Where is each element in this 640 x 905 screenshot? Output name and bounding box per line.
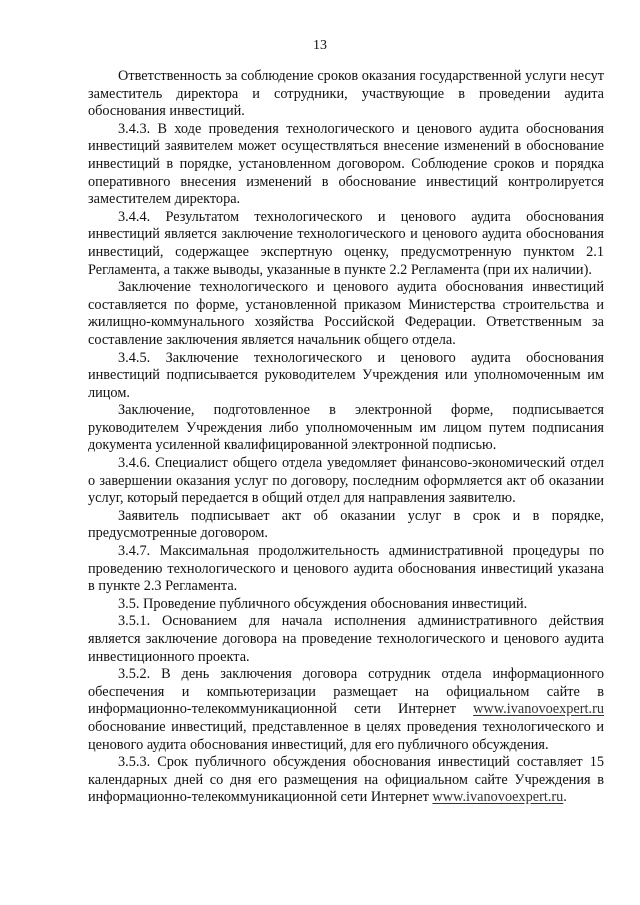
- document-body: [88, 68, 604, 807]
- website-link[interactable]: www.ivanovoexpert.ru: [473, 701, 604, 718]
- paragraph-3-4-3: 3.4.3. В ходе проведения технологического и ценового аудита обоснования инвестиций заявителем может осуществляться внесение изменений в обоснование инвестиций в порядке, установленном договором. Соблюдение сроков и порядка оперативного внесения изменений в обоснование инвестиций контролируется заместителем директора.: [88, 120, 604, 208]
- website-link[interactable]: www.ivanovoexpert.ru: [432, 789, 564, 806]
- paragraph-applicant-signs: Заявитель подписывает акт об оказании услуг в срок и в порядке, предусмотренные договором.: [88, 507, 604, 542]
- paragraph-3-5-2-text-before: 3.5.2. В день заключения договора сотрудник отдела информационного обеспечения и компьютеризации размещает на официальном сайте в информационно-телекоммуникационной сети Интернет: [88, 666, 604, 718]
- paragraph-3-4-4: 3.4.4. Результатом технологического и ценового аудита обоснования инвестиций является заключение технологического и ценового аудита обоснования инвестиций, содержащее экспертную оценку, предусмотренную пунктом 2.1 Регламента, а также выводы, указанные в пункте 2.2 Регламента (при их наличии).: [88, 208, 604, 278]
- paragraph-electronic-conclusion: Заключение, подготовленное в электронной форме, подписывается руководителем Учреждения либо уполномоченным им лицом путем подписания документа усиленной квалифицированной электронной подписью.: [88, 402, 604, 454]
- paragraph-3-5-2-text-after: обоснование инвестиций, представленное в целях проведения технологического и ценового аудита обоснования инвестиций, для его публичного обсуждения.: [88, 718, 604, 753]
- page-number: 13: [313, 38, 327, 53]
- paragraph-3-5: 3.5. Проведение публичного обсуждения обоснования инвестиций.: [118, 595, 528, 612]
- paragraph-3-5-3: [88, 754, 604, 807]
- paragraph-3-4-5: 3.4.5. Заключение технологического и ценового аудита обоснования инвестиций подписывается руководителем Учреждения или уполномоченным им лицом.: [88, 349, 604, 401]
- paragraph-3-5-3-text-before: 3.5.3. Срок публичного обсуждения обоснования инвестиций составляет 15 календарных дней со дня его размещения на официальном сайте Учреждения в информационно-телекоммуникационной сети Интернет: [88, 754, 604, 806]
- paragraph-3-4-6: 3.4.6. Специалист общего отдела уведомляет финансово-экономический отдел о завершении оказания услуг по договору, последним оформляется акт об оказании услуг, который передается в общий отдел для направления заявителю.: [88, 455, 604, 507]
- paragraph-responsibility: Ответственность за соблюдение сроков оказания государственной услуги несут заместитель директора и сотрудники, участвующие в проведении аудита обоснования инвестиций.: [88, 68, 604, 120]
- paragraph-3-4-7: 3.4.7. Максимальная продолжительность административной процедуры по проведению технологического и ценового аудита обоснования инвестиций указана в пункте 2.3 Регламента.: [88, 543, 604, 595]
- paragraph-3-5-2: [88, 666, 604, 754]
- paragraph-3-5-1: 3.5.1. Основанием для начала исполнения административного действия является заключение договора на проведение технологического и ценового аудита инвестиционного проекта.: [88, 613, 604, 665]
- paragraph-3-5-3-text-after: .: [563, 789, 567, 806]
- paragraph-conclusion-form: Заключение технологического и ценового аудита обоснования инвестиций составляется по форме, установленной приказом Министерства строительства и жилищно-коммунального хозяйства Российской Федерации. Ответственным за составление заключения является начальник общего отдела.: [88, 279, 604, 348]
